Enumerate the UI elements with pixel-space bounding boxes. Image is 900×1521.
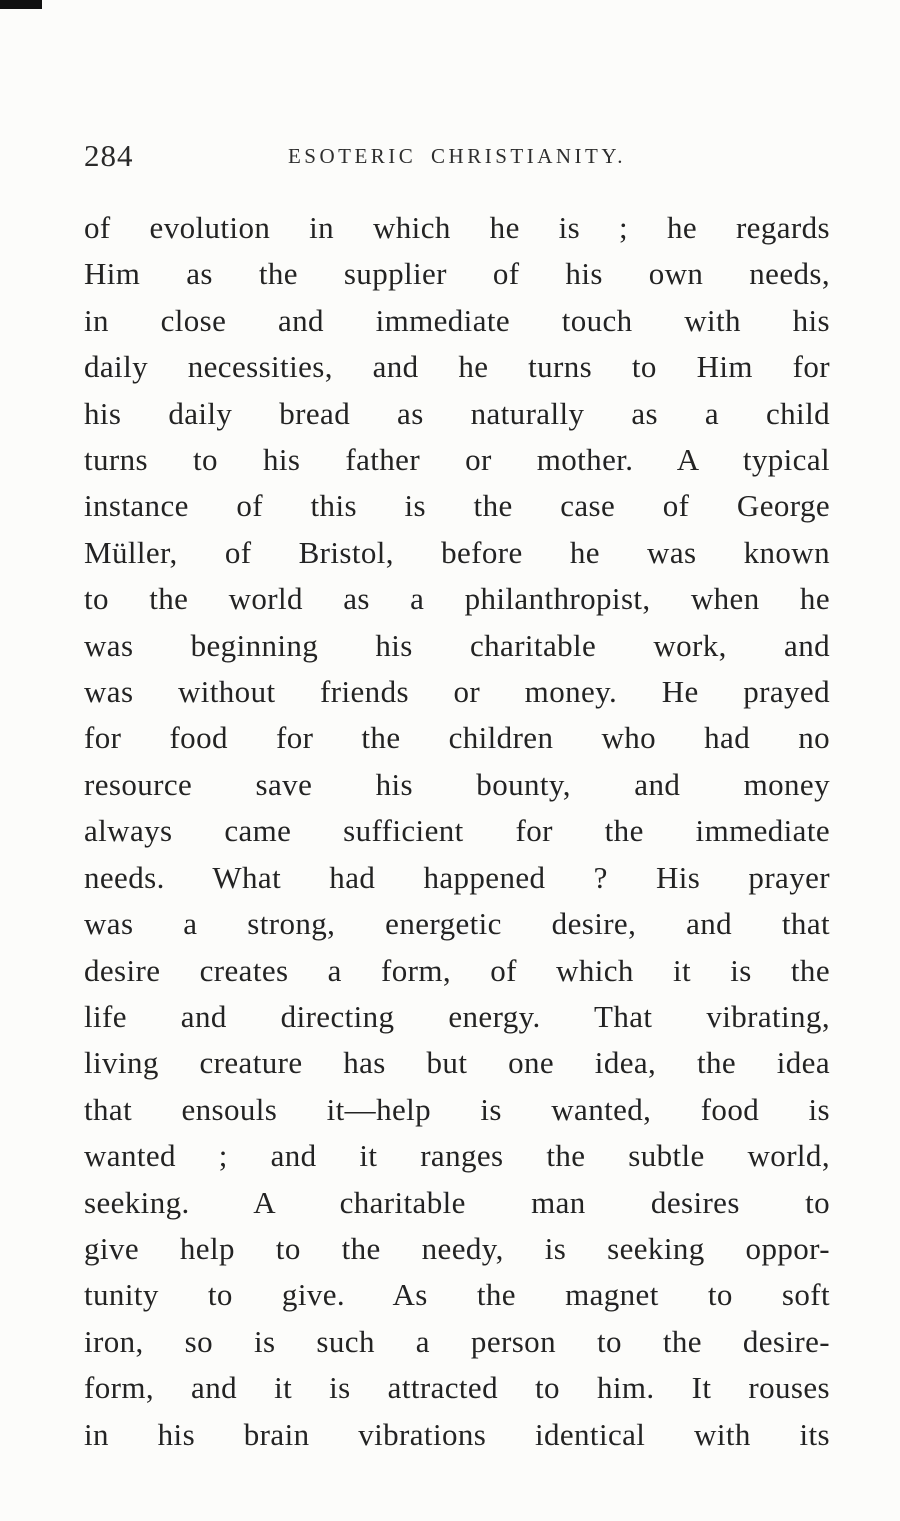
text-line: tunity to give. As the magnet to soft: [84, 1277, 830, 1313]
text-line: desire creates a form, of which it is the: [84, 952, 830, 988]
text-line: daily necessities, and he turns to Him for: [84, 349, 830, 385]
text-line: always came sufficient for the immediate: [84, 813, 830, 849]
text-line: for food for the children who had no: [84, 720, 830, 756]
text-line: Müller, of Bristol, before he was known: [84, 534, 830, 570]
text-line: in close and immediate touch with his: [84, 302, 830, 338]
text-line: give help to the needy, is seeking oppor-: [84, 1230, 830, 1266]
text-line: resource save his bounty, and money: [84, 766, 830, 802]
body-text: [84, 205, 830, 1458]
text-line: seeking. A charitable man desires to: [84, 1184, 830, 1220]
text-line: was beginning his charitable work, and: [84, 627, 830, 663]
text-line: form, and it is attracted to him. It rouses: [84, 1370, 830, 1406]
text-line: living creature has but one idea, the idea: [84, 1045, 830, 1081]
text-line: to the world as a philanthropist, when he: [84, 581, 830, 617]
text-line: instance of this is the case of George: [84, 488, 830, 524]
page-number: 284: [84, 138, 134, 173]
running-head: ESOTERIC CHRISTIANITY.: [287, 144, 627, 168]
text-line: in his brain vibrations identical with its: [84, 1416, 830, 1452]
page-header: [84, 138, 830, 178]
text-line: his daily bread as naturally as a child: [84, 395, 830, 431]
text-line: turns to his father or mother. A typical: [84, 442, 830, 478]
text-line: needs. What had happened ? His prayer: [84, 859, 830, 895]
text-line: was without friends or money. He prayed: [84, 674, 830, 710]
text-line: wanted ; and it ranges the subtle world,: [84, 1138, 830, 1174]
text-line: of evolution in which he is ; he regards: [84, 210, 830, 245]
scan-artifact: [0, 0, 42, 9]
text-line: that ensouls it—help is wanted, food is: [84, 1091, 830, 1127]
text-line: Him as the supplier of his own needs,: [84, 256, 830, 292]
text-line: life and directing energy. That vibrating,: [84, 998, 830, 1034]
text-line: iron, so is such a person to the desire-: [84, 1323, 830, 1359]
text-line: was a strong, energetic desire, and that: [84, 906, 830, 942]
